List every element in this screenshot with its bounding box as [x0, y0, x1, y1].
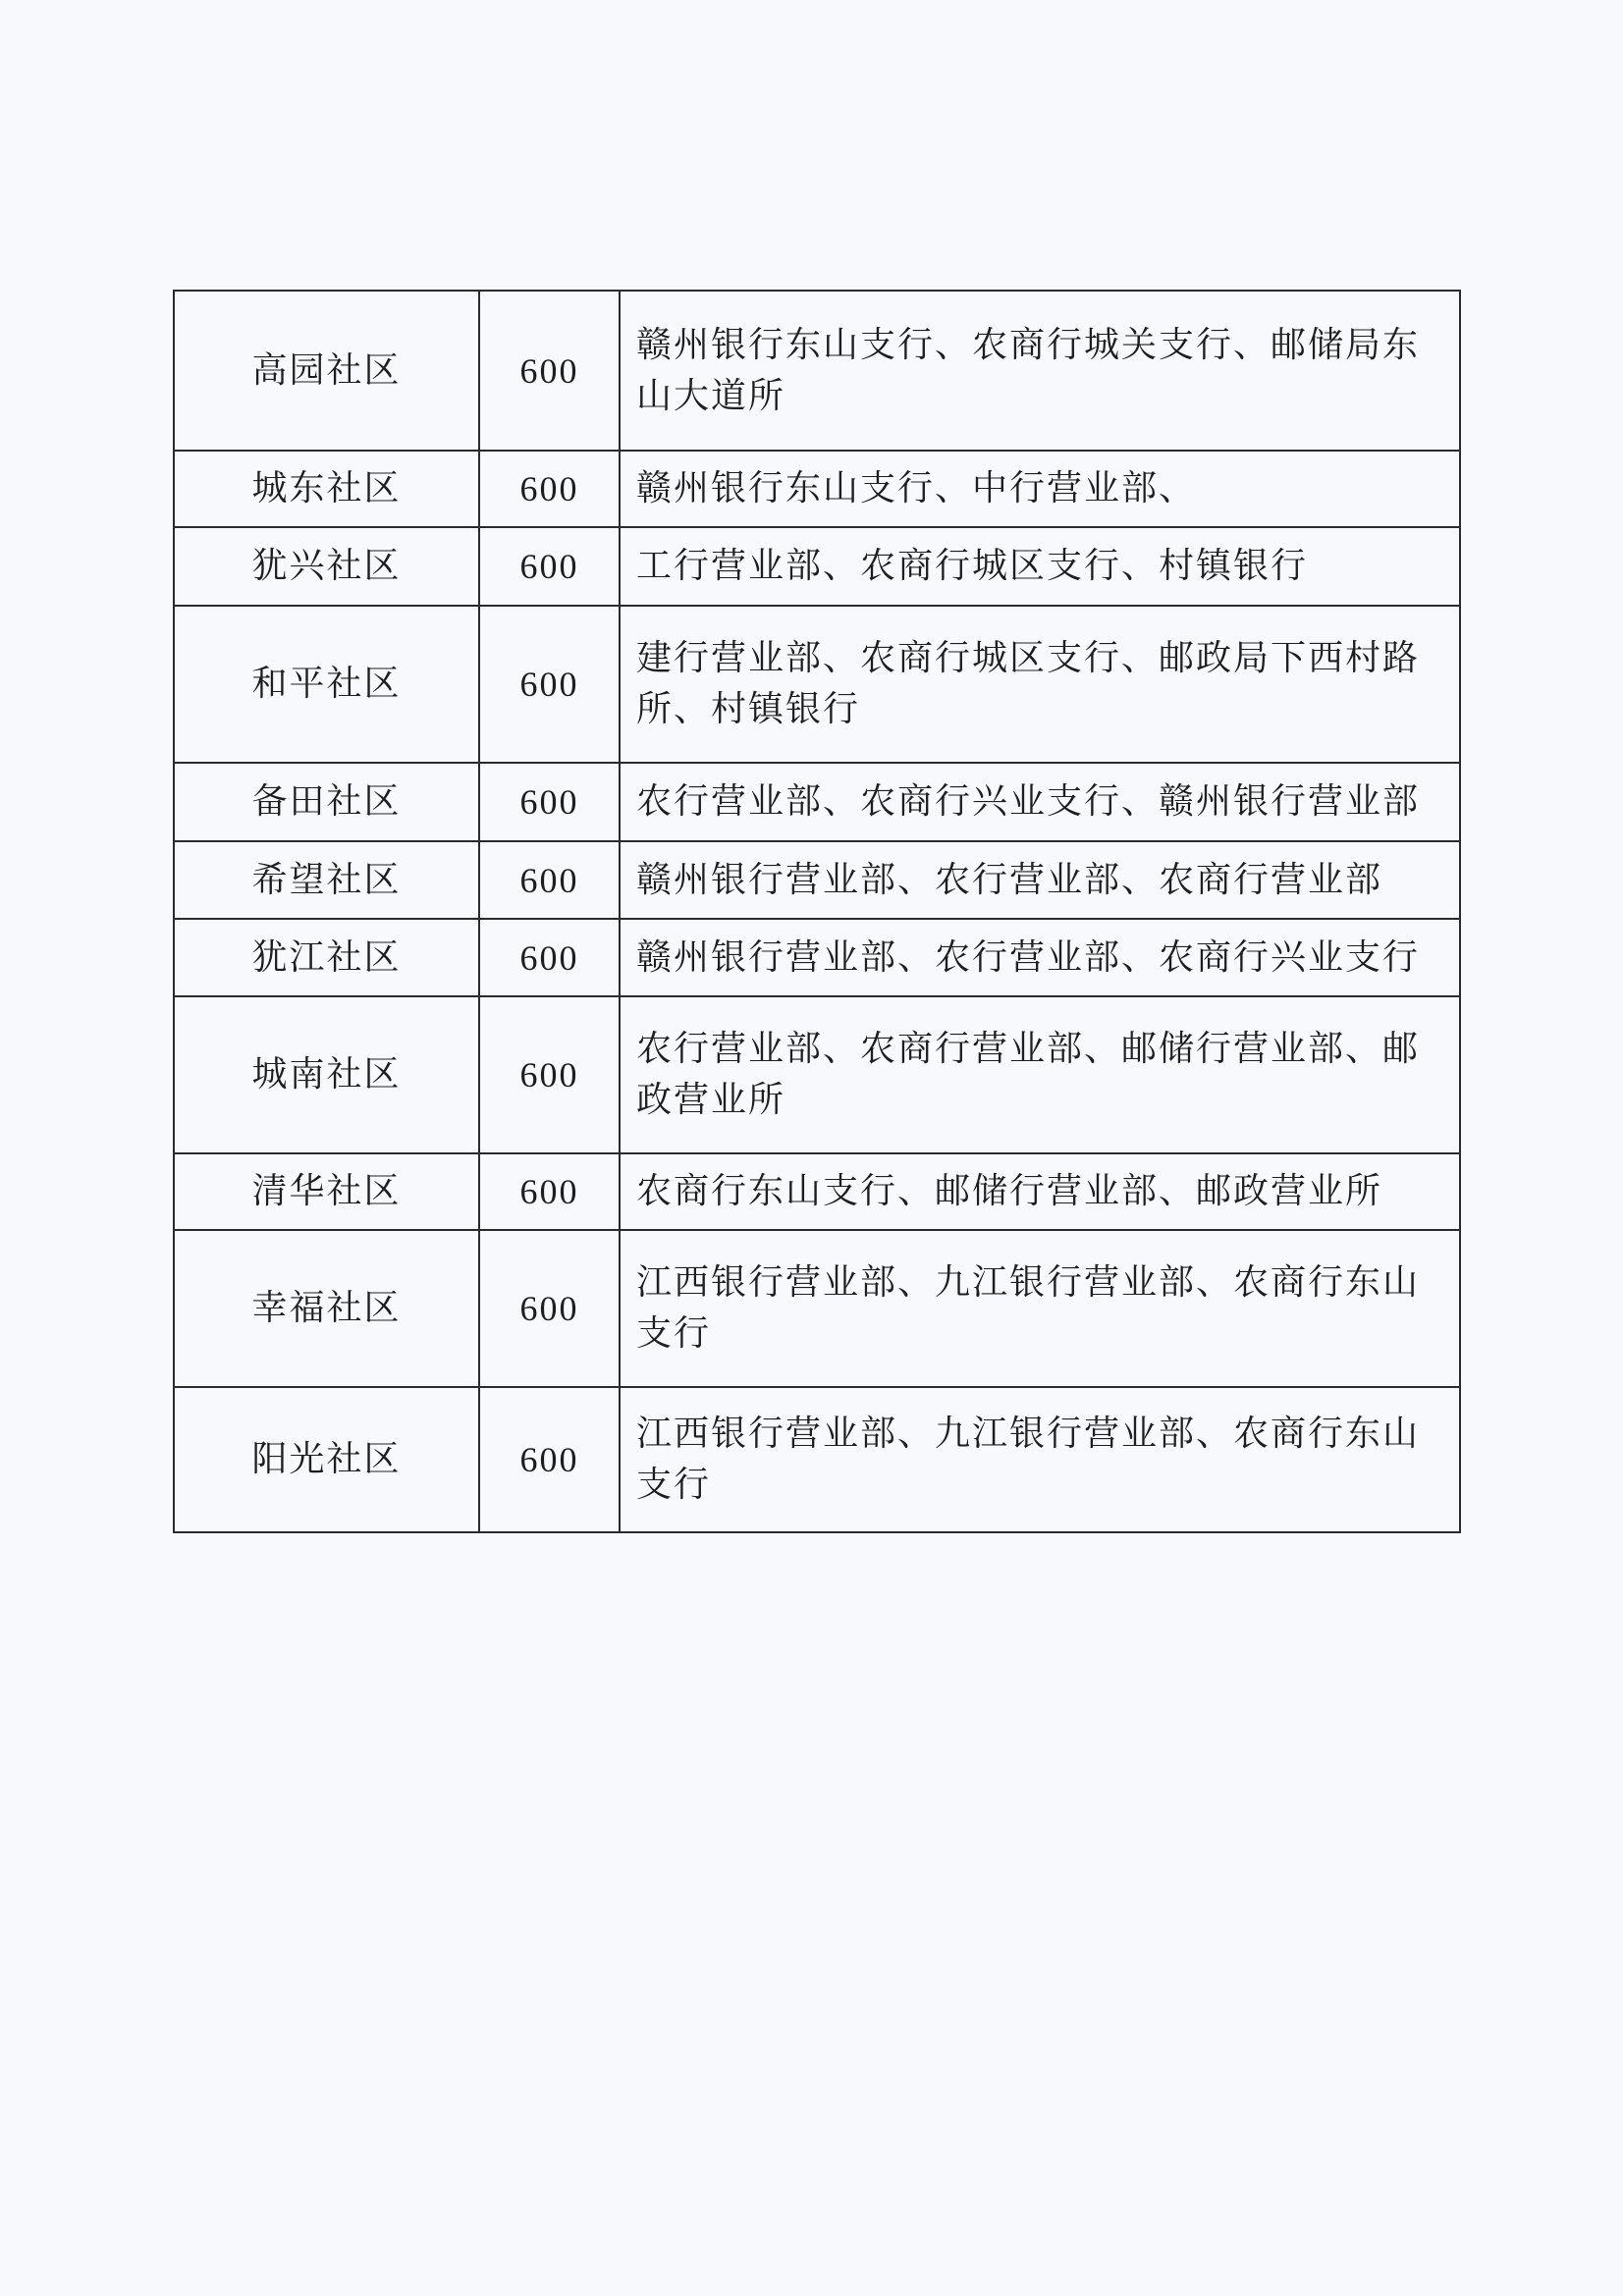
community-name-cell: 高园社区 [174, 291, 479, 451]
amount-cell: 600 [479, 451, 620, 527]
table-row [174, 996, 1460, 1153]
banks-cell: 农商行东山支行、邮储行营业部、邮政营业所 [620, 1153, 1460, 1230]
community-name-cell: 犹江社区 [174, 919, 479, 996]
table-row [174, 527, 1460, 606]
amount-cell: 600 [479, 1153, 620, 1230]
banks-cell: 赣州银行东山支行、中行营业部、 [620, 451, 1460, 527]
table-row [174, 1387, 1460, 1532]
community-name-cell: 希望社区 [174, 841, 479, 919]
amount-cell: 600 [479, 291, 620, 451]
amount-cell: 600 [479, 527, 620, 606]
table-row [174, 841, 1460, 919]
community-name-cell: 阳光社区 [174, 1387, 479, 1532]
banks-cell: 赣州银行营业部、农行营业部、农商行兴业支行 [620, 919, 1460, 996]
amount-cell: 600 [479, 763, 620, 841]
table-row [174, 451, 1460, 527]
community-name-cell: 清华社区 [174, 1153, 479, 1230]
community-name-cell: 城南社区 [174, 996, 479, 1153]
community-name-cell: 城东社区 [174, 451, 479, 527]
community-bank-table [173, 290, 1461, 1533]
banks-cell: 江西银行营业部、九江银行营业部、农商行东山支行 [620, 1230, 1460, 1387]
banks-cell: 江西银行营业部、九江银行营业部、农商行东山支行 [620, 1387, 1460, 1532]
table-row [174, 763, 1460, 841]
community-name-cell: 犹兴社区 [174, 527, 479, 606]
amount-cell: 600 [479, 919, 620, 996]
banks-cell: 农行营业部、农商行兴业支行、赣州银行营业部 [620, 763, 1460, 841]
banks-cell: 建行营业部、农商行城区支行、邮政局下西村路所、村镇银行 [620, 606, 1460, 763]
table-row [174, 606, 1460, 763]
banks-cell: 赣州银行东山支行、农商行城关支行、邮储局东山大道所 [620, 291, 1460, 451]
banks-cell: 工行营业部、农商行城区支行、村镇银行 [620, 527, 1460, 606]
amount-cell: 600 [479, 1387, 620, 1532]
table-row [174, 1153, 1460, 1230]
table-row [174, 291, 1460, 451]
community-name-cell: 和平社区 [174, 606, 479, 763]
amount-cell: 600 [479, 841, 620, 919]
banks-cell: 赣州银行营业部、农行营业部、农商行营业部 [620, 841, 1460, 919]
amount-cell: 600 [479, 996, 620, 1153]
amount-cell: 600 [479, 1230, 620, 1387]
banks-cell: 农行营业部、农商行营业部、邮储行营业部、邮政营业所 [620, 996, 1460, 1153]
community-name-cell: 幸福社区 [174, 1230, 479, 1387]
community-name-cell: 备田社区 [174, 763, 479, 841]
table-row [174, 1230, 1460, 1387]
amount-cell: 600 [479, 606, 620, 763]
table-row [174, 919, 1460, 996]
